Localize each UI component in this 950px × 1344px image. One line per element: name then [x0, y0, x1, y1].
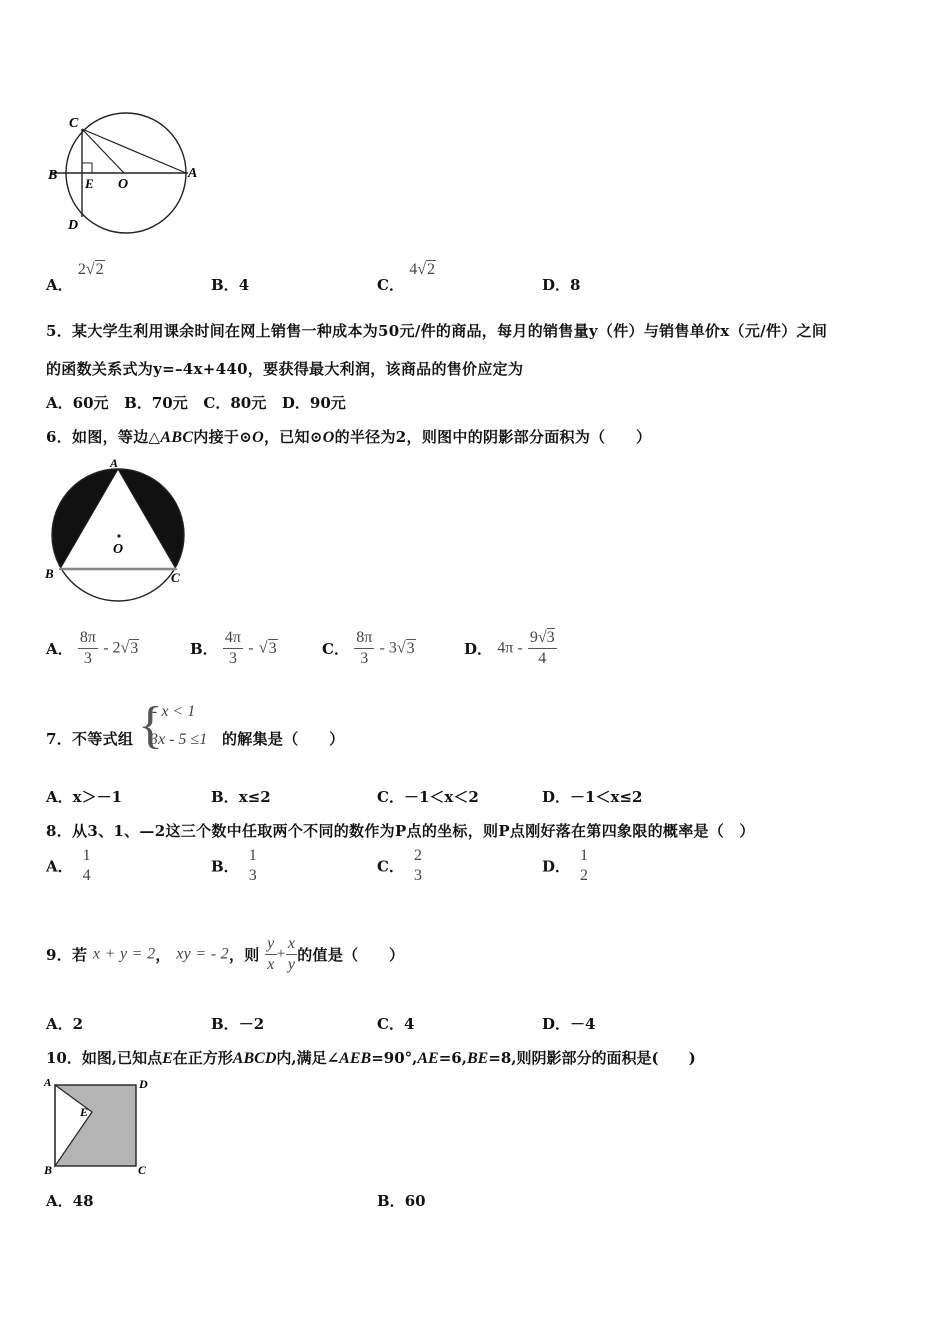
q6-option-d[interactable]: D． 4π - $\frac{9√3}{4}$ [464, 629, 555, 667]
q4-segment-ca [82, 129, 186, 173]
q6-option-c[interactable]: C． $\frac{8\pi}{3}$ - 3√3 [322, 629, 415, 667]
q6-label-b: B [45, 566, 54, 581]
q6-label-c: C [171, 570, 180, 585]
q4-label-b: B [48, 168, 58, 183]
q4-circle-figure [40, 105, 210, 240]
q4-option-b-value: 4 [238, 276, 250, 294]
q4-right-angle-mark [82, 163, 92, 173]
q7-option-a[interactable]: A．x＞－1 [46, 788, 123, 806]
q4-option-d-value: 8 [570, 276, 581, 294]
q4-option-b[interactable] [211, 274, 249, 295]
q4-label-o: O [118, 177, 129, 192]
q4-label-d: D [68, 218, 79, 233]
q10-label-b: B [44, 1163, 53, 1177]
q7-brace: { [138, 697, 163, 754]
q4-option-c-letter: C． [377, 276, 404, 294]
q7-stem-prefix: 7．不等式组 [46, 730, 134, 748]
q6-stem-abc: ABC [160, 429, 194, 446]
q4-option-c[interactable] [377, 261, 436, 294]
q10-label-e: E [80, 1105, 89, 1119]
q4-option-a[interactable] [46, 261, 105, 294]
q4-option-d-letter: D． [542, 276, 571, 294]
q4-label-a: A [188, 166, 198, 181]
q6-option-a[interactable]: A． $\frac{8\pi}{3}$ - 2√3 [46, 629, 139, 667]
q10-label-a: A [44, 1077, 52, 1089]
q9-option-a[interactable]: A．2 [46, 1015, 84, 1033]
q6-stem: 6．如图，等边△ABC内接于⊙O，已知⊙O的半径为2，则图中的阴影部分面积为（ ） [46, 428, 652, 446]
q9-option-d[interactable]: D．－4 [542, 1015, 596, 1033]
q7-option-d[interactable]: D．－1＜x≤2 [542, 788, 643, 806]
q4-option-a-value: 2√2 [77, 261, 104, 278]
q6-circle-figure [40, 455, 200, 610]
q5-stem-line2: 的函数关系式为y=–4x+440，要获得最大利润，该商品的售价应定为 [46, 360, 524, 378]
q4-label-e: E [85, 176, 94, 191]
q5-stem-line1: 5．某大学生利用课余时间在网上销售一种成本为50元/件的商品，每月的销售量y（件）与销售单价x（元/件）之间 [46, 322, 828, 340]
q7-option-c[interactable]: C．－1＜x＜2 [377, 788, 479, 806]
q6-label-o: O [113, 542, 124, 557]
q6-option-b[interactable]: B． $\frac{4\pi}{3}$ - √3 [190, 629, 277, 667]
q8-option-b[interactable]: B． 1 3 [211, 847, 257, 884]
q9-option-c[interactable]: C．4 [377, 1015, 415, 1033]
q4-option-b-letter: B． [211, 276, 239, 294]
q8-option-a[interactable]: A． 1 4 [46, 847, 91, 884]
q10-option-b[interactable]: B．60 [377, 1192, 426, 1210]
q5-options[interactable]: A．60元 B．70元 C．80元 D．90元 [46, 394, 346, 412]
q7-inequality-1: - x < 1 [152, 703, 196, 720]
q9-stem: 9．若 x + y = 2， xy = - 2，则 $\frac{y}{x}$ + $\frac{x}{y}$ 的值是（ ） [46, 935, 405, 973]
q8-option-c[interactable]: C． 2 3 [377, 847, 422, 884]
q10-label-d: D [139, 1077, 148, 1091]
q9-option-b[interactable]: B．－2 [211, 1015, 265, 1033]
q10-square-figure [40, 1074, 160, 1184]
q7-stem-suffix: 的解集是（ ） [222, 730, 345, 748]
q6-label-a: A [110, 456, 119, 470]
q10-stem: 10．如图,已知点E在正方形ABCD内,满足∠AEB=90°,AE=6,BE=8,则阴影部分的面积是( ) [46, 1049, 696, 1067]
q4-label-c: C [69, 116, 79, 131]
q6-center-dot [117, 534, 120, 537]
q8-option-d[interactable]: D． 1 2 [542, 847, 589, 884]
q8-stem: 8．从3、1、—2这三个数中任取两个不同的数作为P点的坐标，则P点刚好落在第四象限的概率是（ ） [46, 822, 755, 840]
q4-segment-co [82, 129, 124, 173]
q10-option-a[interactable]: A．48 [46, 1192, 94, 1210]
q7-inequality-2: 3x - 5 ≤1 [150, 731, 208, 748]
q7-option-b[interactable]: B．x≤2 [211, 788, 271, 806]
q4-option-d[interactable] [542, 274, 580, 295]
q4-option-c-value: 4√2 [409, 261, 435, 278]
q10-label-c: C [138, 1163, 147, 1177]
q4-option-a-letter: A． [46, 276, 73, 294]
